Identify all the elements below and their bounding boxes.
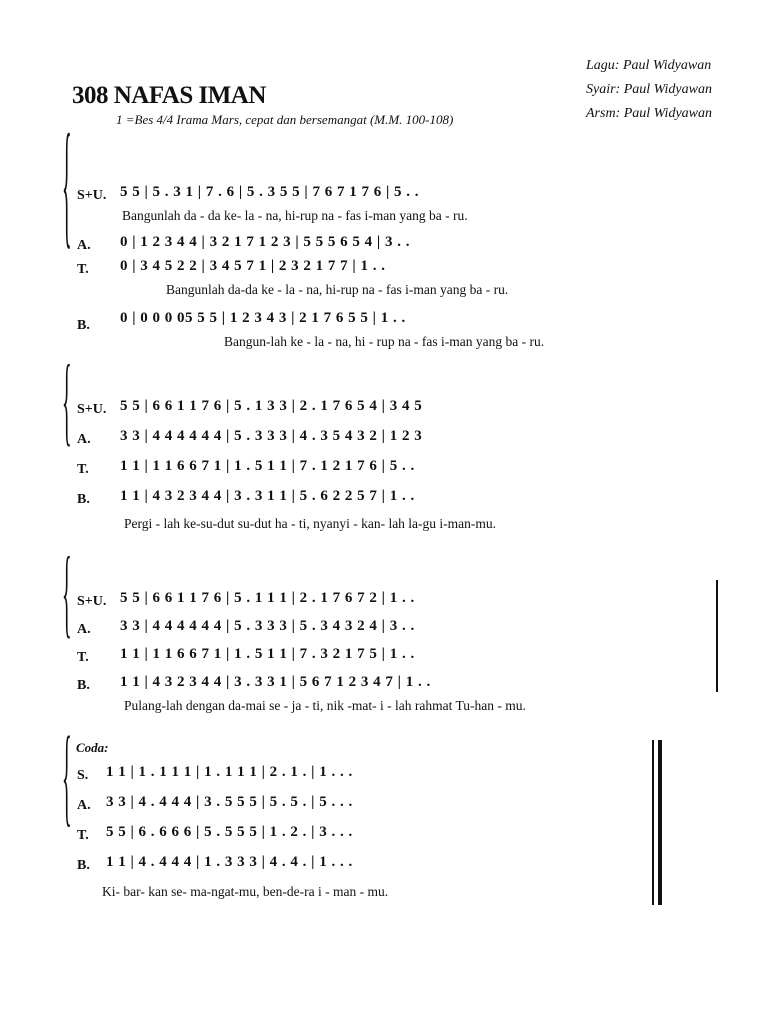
voice-label: T. [77,262,89,277]
notation-row: 1 1 | 1 1 6 6 7 1 | 1 . 5 1 1 | 7 . 1 2 1 7 6 | 5 . . [120,458,415,474]
notation-row: 1 1 | 4 3 2 3 4 4 | 3 . 3 3 1 | 5 6 7 1 2 3 4 7 | 1 . . [120,674,431,690]
lyric-line: Pergi - lah ke-su-dut su-dut ha - ti, nyanyi - kan- lah la-gu i-man-mu. [124,516,497,531]
notation-row: 3 3 | 4 4 4 4 4 4 | 5 . 3 3 3 | 5 . 3 4 3 2 4 | 3 . . [120,618,415,634]
credit-arsm: Arsm: Paul Widyawan [586,106,712,121]
voice-label: T. [77,650,89,665]
voice-label: A. [77,238,91,253]
system-brace: { [62,111,72,265]
score-system-2 [62,348,722,544]
lyric-line: Bangun-lah ke - la - na, hi - rup na - fas i-man yang ba - ru. [224,334,545,349]
notation-row: 0 | 0 0 0 05 5 5 | 1 2 3 4 3 | 2 1 7 6 5 5 | 1 . . [120,310,406,326]
credit-syair: Syair: Paul Widyawan [586,82,712,97]
lyric-line: Ki- bar- kan se- ma-ngat-mu, ben-de-ra i - man - mu. [102,884,389,899]
voice-label: S+U. [77,594,107,609]
final-barline [716,580,718,692]
voice-label: B. [77,858,90,873]
voice-label: A. [77,432,91,447]
notation-row: 1 1 | 1 1 6 6 7 1 | 1 . 5 1 1 | 7 . 3 2 1 7 5 | 1 . . [120,646,415,662]
voice-label: T. [77,828,89,843]
song-title: 308 NAFAS IMAN [72,82,266,109]
coda-marking: Coda: [76,740,109,755]
notation-row: 1 1 | 1 . 1 1 1 | 1 . 1 1 1 | 2 . 1 . | 1 . . . [106,764,353,780]
voice-label: B. [77,492,90,507]
system-brace: { [62,540,72,650]
voice-label: T. [77,462,89,477]
notation-row: 0 | 1 2 3 4 4 | 3 2 1 7 1 2 3 | 5 5 5 6 5 4 | 3 . . [120,234,410,250]
notation-row: 5 5 | 6 . 6 6 6 | 5 . 5 5 5 | 1 . 2 . | 3 . . . [106,824,353,840]
notation-row: 5 5 | 5 . 3 1 | 7 . 6 | 5 . 3 5 5 | 7 6 7 1 7 6 | 5 . . [120,184,420,200]
notation-row: 5 5 | 6 6 1 1 7 6 | 5 . 1 1 1 | 2 . 1 7 6 7 2 | 1 . . [120,590,415,606]
final-double-barline [652,740,662,905]
score-system-3 [62,540,722,726]
voice-label: B. [77,318,90,333]
voice-label: A. [77,798,91,813]
voice-label: S+U. [77,188,107,203]
notation-row: 1 1 | 4 3 2 3 4 4 | 3 . 3 1 1 | 5 . 6 2 2 5 7 | 1 . . [120,488,415,504]
lyric-line: Pulang-lah dengan da-mai se - ja - ti, nik -mat- i - lah rahmat Tu-han - mu. [124,698,526,713]
voice-label: A. [77,622,91,637]
credit-lagu: Lagu: Paul Widyawan [586,58,712,73]
notation-row: 5 5 | 6 6 1 1 7 6 | 5 . 1 3 3 | 2 . 1 7 6 5 4 | 3 4 5 [120,398,423,414]
system-brace: { [62,718,72,840]
notation-row: 3 3 | 4 . 4 4 4 | 3 . 5 5 5 | 5 . 5 . | 5 . . . [106,794,353,810]
notation-row: 0 | 3 4 5 2 2 | 3 4 5 7 1 | 2 3 2 1 7 7 | 1 . . [120,258,386,274]
system-brace: { [62,348,72,458]
tempo-marking: 1 =Bes 4/4 Irama Mars, cepat dan bersemangat (M.M. 100-108) [116,112,454,127]
lyric-line: Bangunlah da-da ke - la - na, hi-rup na - fas i-man yang ba - ru. [166,282,509,297]
voice-label: B. [77,678,90,693]
voice-label: S. [77,768,89,783]
notation-row: 1 1 | 4 . 4 4 4 | 1 . 3 3 3 | 4 . 4 . | 1 . . . [106,854,353,870]
notation-row: 3 3 | 4 4 4 4 4 4 | 5 . 3 3 3 | 4 . 3 5 4 3 2 | 1 2 3 [120,428,423,444]
voice-label: S+U. [77,402,107,417]
lyric-line: Bangunlah da - da ke- la - na, hi-rup na - fas i-man yang ba - ru. [122,208,468,223]
